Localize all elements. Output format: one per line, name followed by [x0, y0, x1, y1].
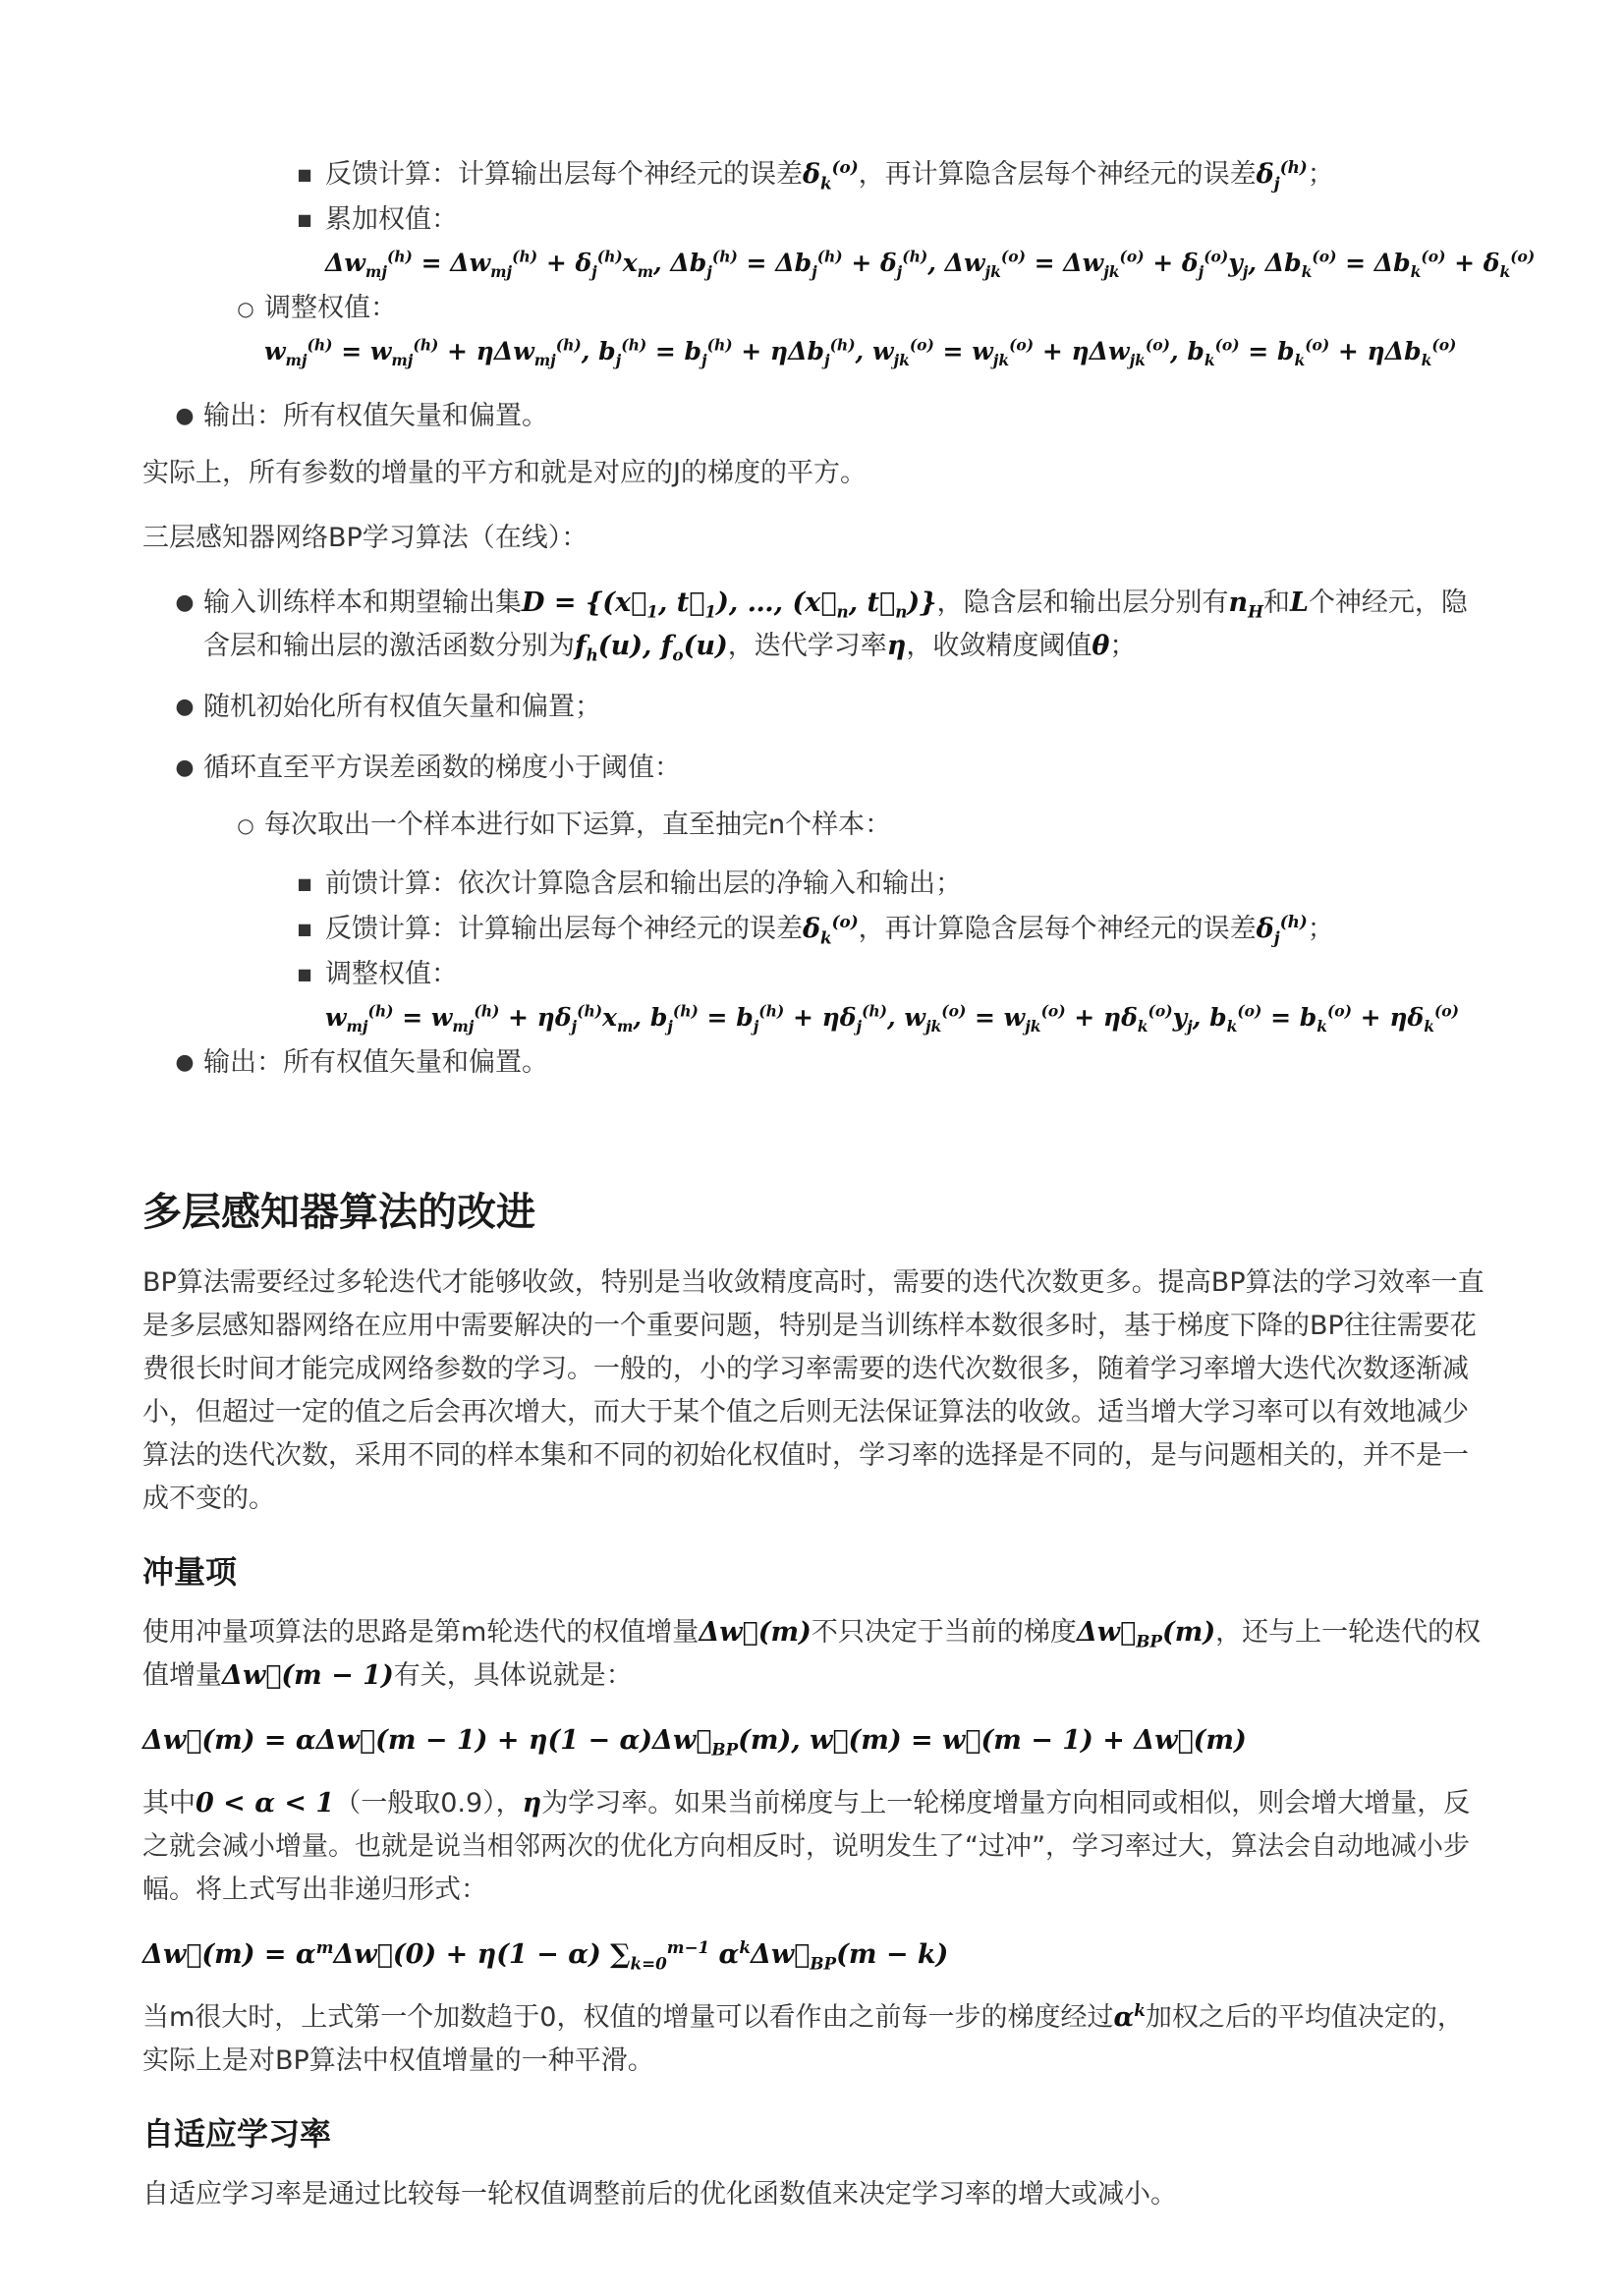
document-page: [142, 147, 1536, 2238]
input-text-e: ，迭代学习率: [727, 631, 887, 661]
feedback-end: ；: [1307, 914, 1334, 944]
momentum-text-h: 当m很大时，上式第一个加数趋于0，权值的增量可以看作由之前每一步的梯度经过: [142, 2002, 1114, 2033]
disc-bullet-icon: ●: [175, 590, 195, 615]
feedback-end: ；: [1307, 159, 1334, 190]
loop-text: 循环直至平方误差函数的梯度小于阈值：: [203, 753, 681, 783]
delta-o-formula: $\delta_k^{(o)}$: [803, 157, 859, 194]
init-text: 随机初始化所有权值矢量和偏置；: [203, 692, 601, 722]
feedback-mid: ，再计算隐含层每个神经元的误差: [858, 159, 1257, 190]
output-text: 输出：所有权值矢量和偏置。: [203, 1047, 548, 1078]
list-item: [142, 287, 1488, 373]
momentum-text-a: 使用冲量项算法的思路是第m轮迭代的权值增量: [142, 1617, 700, 1648]
paragraph: BP算法需要经过多轮迭代才能够收敛，特别是当收敛精度高时，需要的迭代次数更多。提高BP算法的学习效率一直是多层感知器网络在应用中需要解决的一个重要问题，特别是当训练样本数很多时，基于梯度下降的BP往往需要花费很长时间才能完成网络参数的学习。一般的，小的学习率需要的迭代次数很多，随着学习率增大迭代次数逐渐减小，但超过一定的值之后会再次增大，而大于某个值之后则无法保证算法的收敛。适当增大学习率可以有效地减少算法的迭代次数，采用不同的样本集和不同的初始化权值时，学习率的选择是不同的，是与问题相关的，并不是一成不变的。: [142, 1267, 1484, 1514]
list-item: [142, 395, 1488, 438]
alpha-k-formula: $\alpha^k$: [1113, 2000, 1146, 2033]
accumulate-formula: $\Delta w_{mj}^{(h)} = \Delta w_{mj}^{(h)} + \delta_j^{(h)}x_m$, $\Delta b_j^{(h)} = \Delta b_j^{(h)} + \delta_j^{(h)}$, $\Delta w_{jk}^{(o)} = \Delta w_{jk}^{(o)} + \delta_j^{(o)}y_j$, $\Delta b_k^{(o)} = \Delta b_k^{(o)} + \delta_k^{(o)}$: [325, 247, 1536, 281]
list-item: [142, 198, 1536, 285]
paragraph: 实际上，所有参数的增量的平方和就是对应的J的梯度的平方。: [142, 458, 867, 488]
eta-formula: η: [522, 1788, 542, 1819]
input-text-c: 和: [1262, 588, 1290, 618]
square-bullet-icon: ■: [297, 874, 312, 893]
list-item: [142, 863, 1488, 906]
each-text: 每次取出一个样本进行如下运算，直至抽完n个样本：: [264, 810, 892, 840]
list-item: [142, 908, 1488, 951]
nh-formula: $n_H$: [1228, 588, 1263, 622]
forward-text: 前馈计算：依次计算隐含层和输出层的净输入和输出；: [325, 868, 962, 899]
dataset-formula: $D = \{(x⃗_1$, $t⃗_1$), …, ($x⃗_n$, $t⃗_n$)}: [522, 588, 937, 622]
feedback-label: 反馈计算：计算输出层每个神经元的误差: [325, 914, 803, 944]
momentum-text-g: 为学习率。如果当前梯度与上一轮梯度增量方向相同或相似，则会增大增量，反之就会减小增量。也就是说当相邻两次的优化方向相反时，说明发生了“过冲”，学习率过大，算法会自动地减小步幅。将上式写出非递归形式：: [142, 1788, 1471, 1905]
delta-h-formula: $\delta_j^{(h)}$: [1256, 157, 1308, 194]
disc-bullet-icon: ●: [175, 1050, 195, 1075]
list-item: [142, 582, 1488, 668]
momentum-equation: Δw⃗(m) = αΔw⃗(m − $1) + \eta(1 - \alpha)\Delta w⃗_{BP}(m)$, w⃗(m) = w⃗(m − 1) + Δw⃗(m): [142, 1725, 1247, 1760]
momentum-text-e: 其中: [142, 1788, 196, 1819]
activation-formula: $f_h(u)$, $f_o(u)$: [575, 631, 728, 665]
section-title: 多层感知器算法的改进: [142, 1190, 535, 1235]
disc-bullet-icon: ●: [175, 756, 195, 780]
momentum-text-d: 有关，具体说就是：: [393, 1660, 633, 1691]
output-text: 输出：所有权值矢量和偏置。: [203, 401, 548, 431]
adjust-label: 调整权值：: [325, 959, 458, 989]
momentum-text-f: （一般取0.9），: [334, 1788, 523, 1819]
list-item: [142, 953, 1488, 1039]
circle-bullet-icon: ○: [237, 813, 254, 837]
input-text-g: ；: [1109, 631, 1137, 661]
adjust-formula: $w_{mj}^{(h)} = w_{mj}^{(h)} + \eta\Delta w_{mj}^{(h)}$, $b_j^{(h)} = b_j^{(h)} + \eta\Delta b_j^{(h)}$, $w_{jk}^{(o)} = w_{jk}^{(o)} + \eta\Delta w_{jk}^{(o)}$, $b_k^{(o)} = b_k^{(o)} + \eta\Delta b_k^{(o)}$: [264, 335, 1457, 369]
paragraph: [142, 1611, 1488, 1698]
delta-o-formula: $\delta_k^{(o)}$: [803, 912, 859, 948]
paragraph: [142, 1996, 1488, 2083]
adjust-formula: $w_{mj}^{(h)} = w_{mj}^{(h)} + \eta\delta_j^{(h)}x_m$, $b_j^{(h)} = b_j^{(h)} + \eta\delta_j^{(h)}$, $w_{jk}^{(o)} = w_{jk}^{(o)} + \eta\delta_k^{(o)}y_j$, $b_k^{(o)} = b_k^{(o)} + \eta\delta_k^{(o)}$: [325, 1001, 1459, 1036]
input-text-f: ，收敛精度阈值: [906, 631, 1092, 661]
delta-w-bp-formula: $\Delta w⃗_{BP}(m)$: [1076, 1617, 1216, 1652]
momentum-text-b: 不只决定于当前的梯度: [811, 1617, 1077, 1648]
disc-bullet-icon: ●: [175, 404, 195, 428]
momentum-nonrecursive-equation: Δw⃗(m) = $\alpha^m\Delta w⃗(0) + \eta(1 - \alpha)$ $\sum_{k=0}^{m-1}$ $\alpha^k\Delta w⃗_{BP}(m - k)$: [142, 1937, 949, 1974]
list-item: [142, 804, 1488, 847]
input-text-b: ，隐含层和输出层分别有: [936, 588, 1229, 618]
momentum-text-i: 加权之后的平均值决定的，实际上是对BP算法中权值增量的一种平滑。: [142, 2002, 1464, 2076]
delta-w-formula: Δw⃗(m): [699, 1617, 812, 1648]
list-item: [142, 686, 1488, 729]
eta-formula: η: [886, 631, 907, 661]
square-bullet-icon: ■: [297, 920, 312, 938]
momentum-text-c: ，还与上一轮迭代的权值增量: [142, 1617, 1482, 1691]
paragraph: 自适应学习率是通过比较每一轮权值调整前后的优化函数值来决定学习率的增大或减小。: [142, 2179, 1177, 2210]
input-text-d: 个神经元，隐含层和输出层的激活函数分别为: [203, 588, 1468, 661]
delta-h-formula: $\delta_j^{(h)}$: [1256, 912, 1308, 948]
L-formula: L: [1289, 588, 1309, 618]
square-bullet-icon: ■: [297, 165, 312, 184]
list-item: [142, 1041, 1488, 1085]
list-item: [142, 153, 1488, 196]
input-text-a: 输入训练样本和期望输出集: [203, 588, 522, 618]
feedback-mid: ，再计算隐含层每个神经元的误差: [858, 914, 1257, 944]
circle-bullet-icon: ○: [237, 297, 254, 320]
delta-w-prev-formula: Δw⃗(m − 1): [222, 1660, 394, 1691]
accumulate-label: 累加权值：: [325, 204, 458, 235]
square-bullet-icon: ■: [297, 210, 312, 229]
adjust-label: 调整权值：: [264, 293, 397, 323]
feedback-label: 反馈计算：计算输出层每个神经元的误差: [325, 159, 803, 190]
theta-formula: θ: [1092, 631, 1110, 661]
square-bullet-icon: ■: [297, 965, 312, 983]
paragraph: [142, 1782, 1488, 1912]
list-item: [142, 747, 1488, 790]
alpha-range-formula: 0 < α < 1: [196, 1788, 335, 1819]
disc-bullet-icon: ●: [175, 695, 195, 719]
subsection-title-adaptive: 自适应学习率: [142, 2115, 332, 2153]
subsection-title-momentum: 冲量项: [142, 1553, 238, 1591]
paragraph: 三层感知器网络BP学习算法（在线）：: [142, 523, 588, 553]
